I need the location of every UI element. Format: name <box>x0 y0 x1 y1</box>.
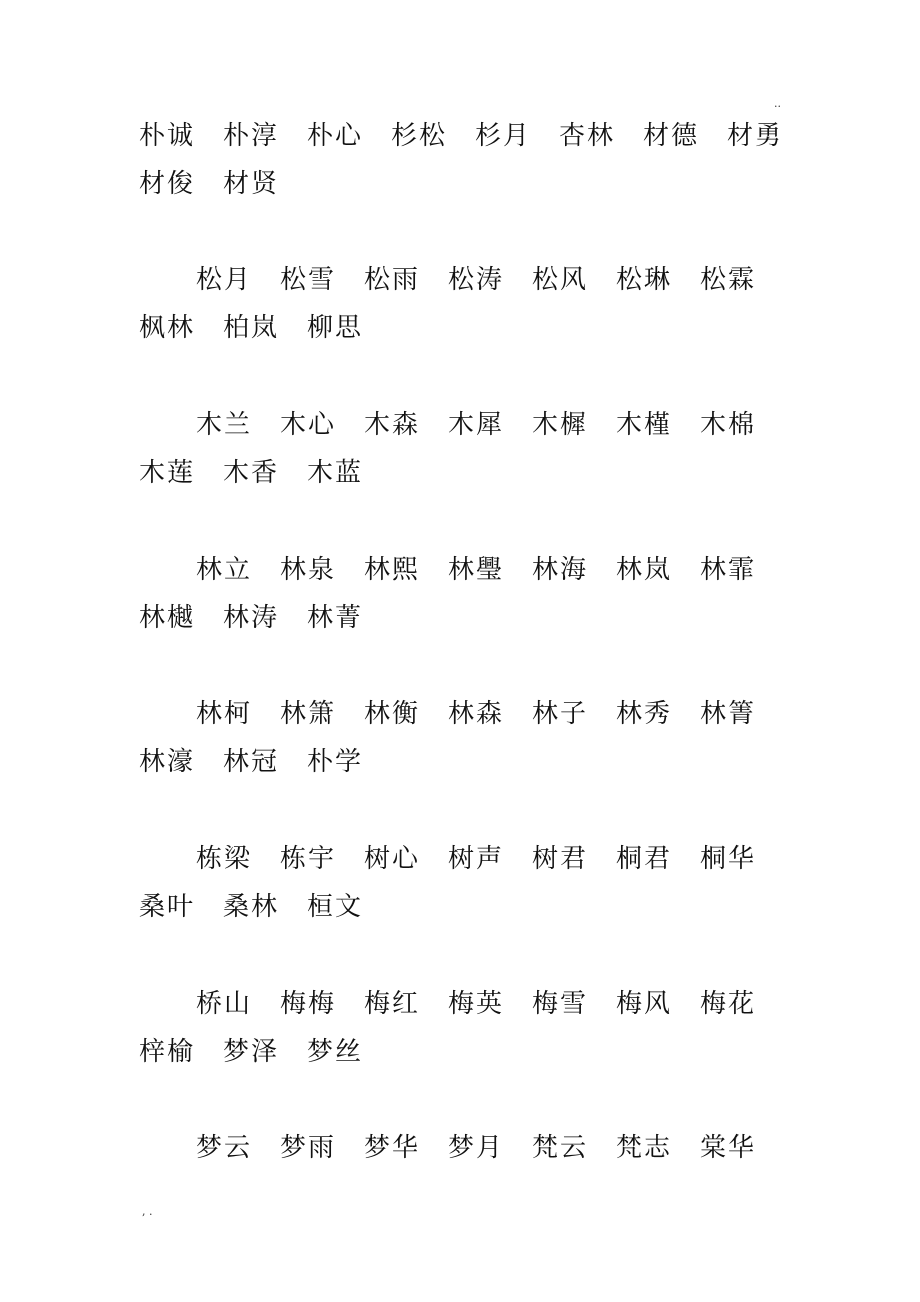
name-item: 木樨 <box>532 410 589 440</box>
paragraph-line <box>139 256 799 304</box>
name-paragraph-5 <box>139 690 799 786</box>
name-item: 松雪 <box>280 265 337 295</box>
paragraph-line <box>139 112 799 160</box>
name-item: 木莲 <box>139 458 196 488</box>
name-item: 梦云 <box>196 1133 253 1163</box>
name-item: 柏岚 <box>223 313 280 343</box>
name-item: 棠华 <box>700 1133 757 1163</box>
name-item: 桑林 <box>223 892 280 922</box>
paragraph-line <box>139 401 799 449</box>
name-item: 材贤 <box>223 169 280 199</box>
name-item: 林森 <box>448 699 505 729</box>
page-corner-mark: .. <box>774 97 781 110</box>
name-item: 材勇 <box>727 121 784 151</box>
name-paragraph-2 <box>139 256 799 352</box>
name-item: 杉松 <box>391 121 448 151</box>
name-item: 桑叶 <box>139 892 196 922</box>
name-item: 松月 <box>196 265 253 295</box>
name-item: 材俊 <box>139 169 196 199</box>
name-paragraph-8 <box>139 1124 799 1172</box>
paragraph-line <box>139 449 799 497</box>
name-paragraph-1 <box>139 112 799 208</box>
name-item: 林岚 <box>616 555 673 585</box>
name-paragraph-6 <box>139 835 799 931</box>
page-footer-mark: , . <box>142 1205 153 1218</box>
name-item: 梦月 <box>448 1133 505 1163</box>
name-item: 梦雨 <box>280 1133 337 1163</box>
name-item: 松霖 <box>700 265 757 295</box>
name-item: 松风 <box>532 265 589 295</box>
paragraph-line <box>139 738 799 786</box>
name-item: 桥山 <box>196 989 253 1019</box>
name-item: 林子 <box>532 699 589 729</box>
name-item: 桐君 <box>616 844 673 874</box>
name-item: 朴学 <box>307 747 364 777</box>
name-item: 林海 <box>532 555 589 585</box>
name-item: 梦华 <box>364 1133 421 1163</box>
paragraph-line <box>139 546 799 594</box>
name-item: 树声 <box>448 844 505 874</box>
name-paragraph-7 <box>139 980 799 1076</box>
name-item: 松涛 <box>448 265 505 295</box>
name-item: 木香 <box>223 458 280 488</box>
paragraph-line <box>139 835 799 883</box>
name-item: 朴诚 <box>139 121 196 151</box>
name-item: 梅花 <box>700 989 757 1019</box>
name-item: 木森 <box>364 410 421 440</box>
name-item: 梵志 <box>616 1133 673 1163</box>
paragraph-line <box>139 883 799 931</box>
name-item: 杉月 <box>475 121 532 151</box>
name-item: 梦丝 <box>307 1037 364 1067</box>
name-item: 梅红 <box>364 989 421 1019</box>
name-item: 桓文 <box>307 892 364 922</box>
name-item: 梅雪 <box>532 989 589 1019</box>
name-item: 林立 <box>196 555 253 585</box>
paragraph-line <box>139 160 799 208</box>
name-paragraph-4 <box>139 546 799 642</box>
paragraph-line <box>139 594 799 642</box>
name-item: 林秀 <box>616 699 673 729</box>
name-item: 林霏 <box>700 555 757 585</box>
name-item: 木心 <box>280 410 337 440</box>
name-item: 朴心 <box>307 121 364 151</box>
name-item: 栋梁 <box>196 844 253 874</box>
paragraph-line <box>139 690 799 738</box>
name-item: 树心 <box>364 844 421 874</box>
paragraph-line <box>139 1028 799 1076</box>
name-item: 木蓝 <box>307 458 364 488</box>
name-item: 木槿 <box>616 410 673 440</box>
name-item: 林泉 <box>280 555 337 585</box>
name-item: 林璺 <box>448 555 505 585</box>
name-item: 材德 <box>643 121 700 151</box>
name-item: 梦泽 <box>223 1037 280 1067</box>
name-item: 木棉 <box>700 410 757 440</box>
name-item: 树君 <box>532 844 589 874</box>
name-item: 林冠 <box>223 747 280 777</box>
name-item: 朴淳 <box>223 121 280 151</box>
name-item: 木犀 <box>448 410 505 440</box>
name-item: 梵云 <box>532 1133 589 1163</box>
name-item: 梅风 <box>616 989 673 1019</box>
paragraph-line <box>139 304 799 352</box>
paragraph-line <box>139 980 799 1028</box>
name-item: 桐华 <box>700 844 757 874</box>
name-item: 梓榆 <box>139 1037 196 1067</box>
name-item: 木兰 <box>196 410 253 440</box>
name-item: 林樾 <box>139 603 196 633</box>
name-item: 林涛 <box>223 603 280 633</box>
name-item: 林熙 <box>364 555 421 585</box>
name-item: 松琳 <box>616 265 673 295</box>
name-item: 松雨 <box>364 265 421 295</box>
name-item: 杏林 <box>559 121 616 151</box>
name-item: 林濠 <box>139 747 196 777</box>
name-item: 林箫 <box>280 699 337 729</box>
paragraph-line <box>139 1124 799 1172</box>
name-item: 枫林 <box>139 313 196 343</box>
name-item: 柳思 <box>307 313 364 343</box>
name-item: 林衡 <box>364 699 421 729</box>
name-item: 梅梅 <box>280 989 337 1019</box>
name-item: 林箐 <box>700 699 757 729</box>
name-paragraph-3 <box>139 401 799 497</box>
name-item: 林柯 <box>196 699 253 729</box>
name-item: 林菁 <box>307 603 364 633</box>
name-item: 栋宇 <box>280 844 337 874</box>
name-item: 梅英 <box>448 989 505 1019</box>
